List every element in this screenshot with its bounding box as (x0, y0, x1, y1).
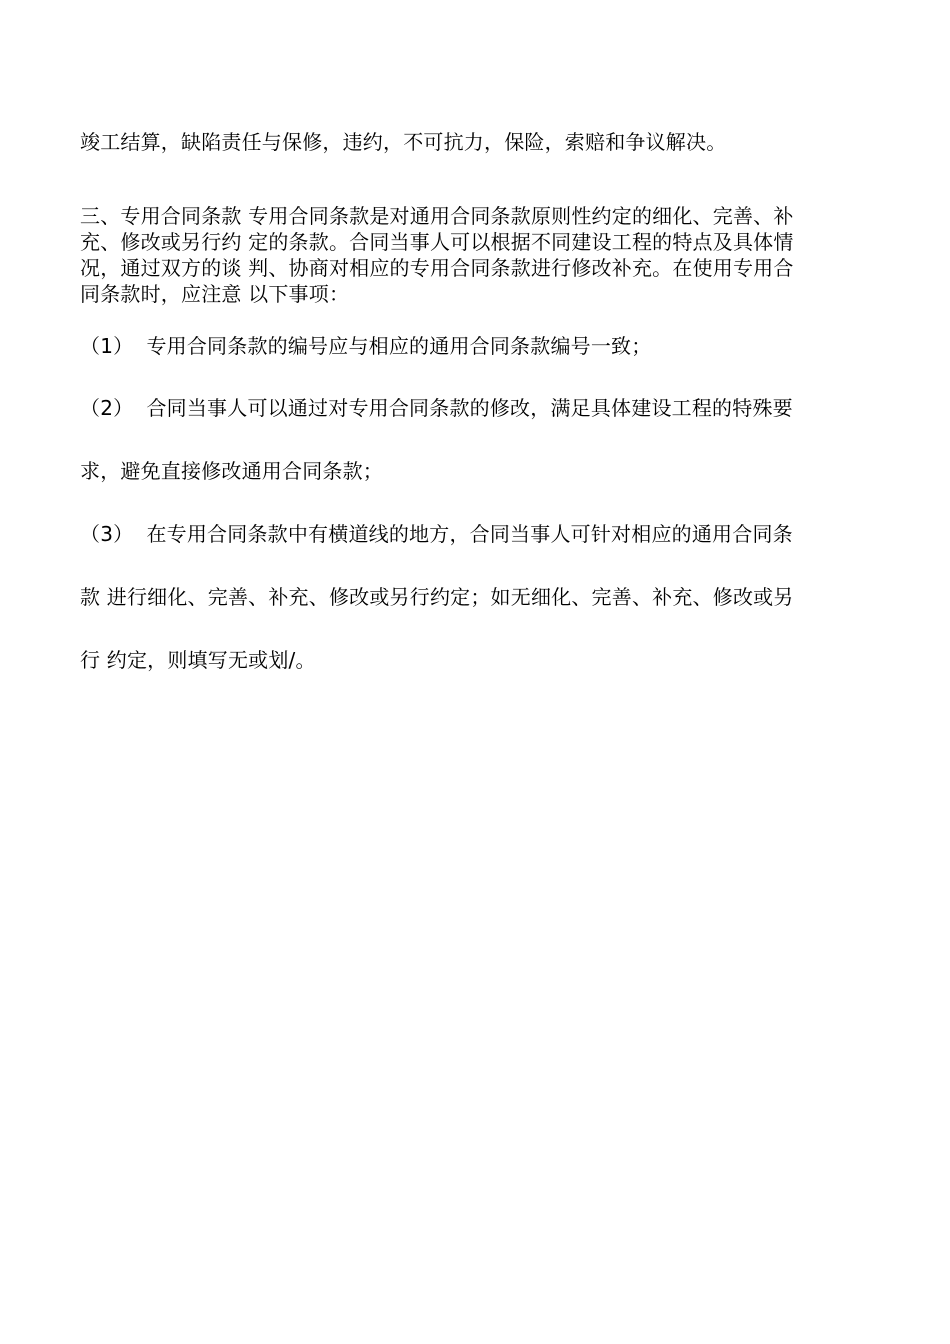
text-line-item-3: （3） 在专用合同条款中有横道线的地方，合同当事人可针对相应的通用合同条 (80, 522, 793, 546)
text-line-item-2-cont: 求，避免直接修改通用合同条款； (80, 459, 383, 483)
text-line-special-terms-2: 充、修改或另行约 定的条款。合同当事人可以根据不同建设工程的特点及具体情 (80, 230, 794, 254)
text-line-settlement: 竣工结算，缺陷责任与保修，违约，不可抗力，保险，索赔和争议解决。 (80, 130, 727, 154)
text-line-item-1: （1） 专用合同条款的编号应与相应的通用合同条款编号一致； (80, 334, 652, 358)
text-line-special-terms-3: 况，通过双方的谈 判、协商对相应的专用合同条款进行修改补充。在使用专用合 (80, 256, 794, 280)
text-line-item-3-cont: 款 进行细化、完善、补充、修改或另行约定；如无细化、完善、补充、修改或另 (80, 585, 794, 609)
text-line-special-terms-heading: 三、专用合同条款 专用合同条款是对通用合同条款原则性约定的细化、完善、补 (80, 204, 794, 228)
text-line-special-terms-4: 同条款时，应注意 以下事项： (80, 282, 350, 306)
text-line-item-3-end: 行 约定，则填写无或划/。 (80, 648, 316, 672)
text-line-item-2: （2） 合同当事人可以通过对专用合同条款的修改，满足具体建设工程的特殊要 (80, 396, 793, 420)
